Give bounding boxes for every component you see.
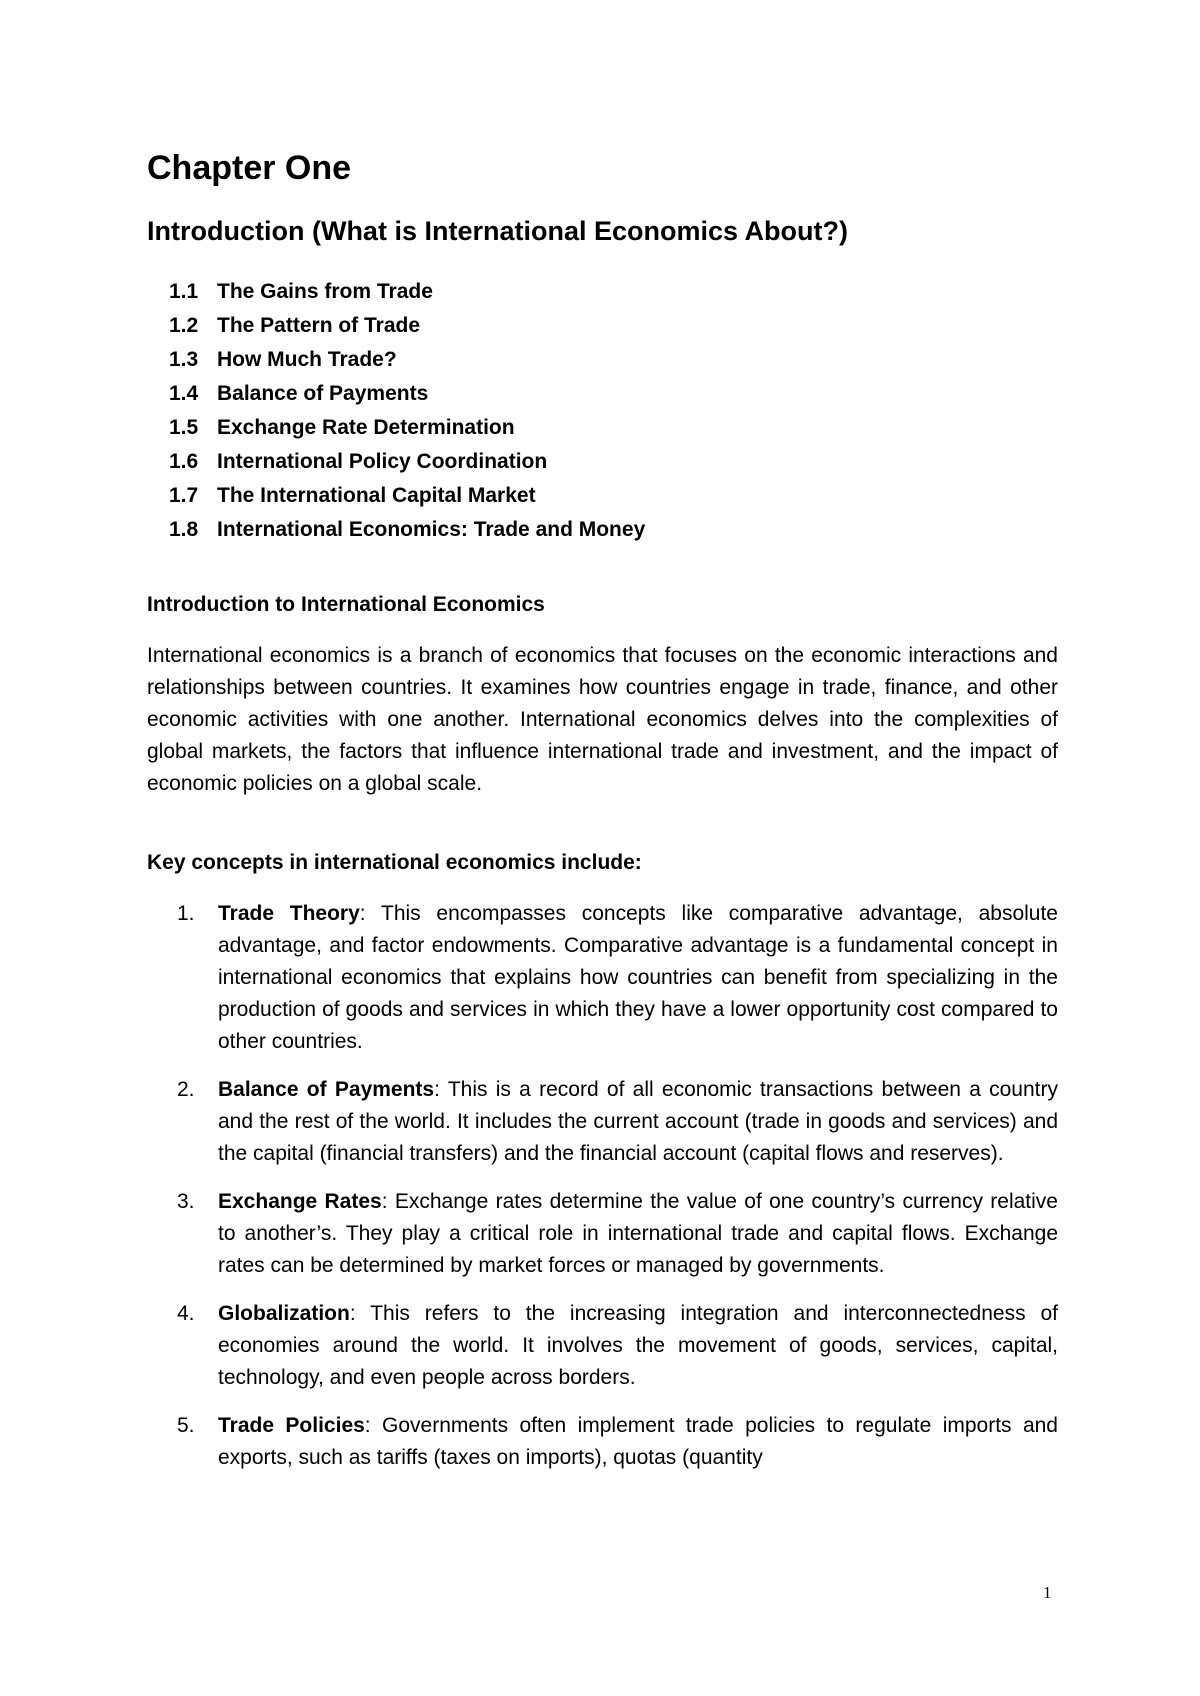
toc-title: Balance of Payments	[217, 382, 429, 405]
concept-item	[147, 1074, 1058, 1170]
concept-text: : This is a record of all economic transactions between a country and the rest of the world. It includes the current account (trade in goods and services) and the capital (financial transfers) and the financial account (capital flows and reserves).	[218, 1078, 1058, 1165]
concept-term: Globalization	[218, 1302, 350, 1325]
concept-item	[147, 898, 1058, 1058]
toc-number: 1.6	[169, 450, 199, 473]
intro-paragraph: International economics is a branch of economics that focuses on the economic interactions and relationships between countries. It examines how countries engage in trade, finance, and other economic activities with one another. International economics delves into the complexities of global markets, the factors that influence international trade and investment, and the impact of economic policies on a global scale.	[147, 644, 1058, 795]
concept-text: : This encompasses concepts like comparative advantage, absolute advantage, and factor endowments. Comparative advantage is a fundamental concept in international economics that explains how countries can benefit from specializing in the production of goods and services in which they have a lower opportunity cost compared to other countries.	[218, 902, 1058, 1053]
toc-title: International Policy Coordination	[217, 450, 548, 473]
concept-number: 3.	[177, 1190, 195, 1213]
toc-number: 1.4	[169, 382, 199, 405]
toc-title: Exchange Rate Determination	[217, 416, 515, 439]
concept-text: : Exchange rates determine the value of one country’s currency relative to another’s. They play a critical role in international trade and capital flows. Exchange rates can be determined by market forces or managed by governments.	[218, 1190, 1058, 1277]
toc-item	[169, 513, 645, 547]
toc-title: The International Capital Market	[217, 484, 536, 507]
toc-item	[169, 479, 645, 513]
concept-text: : This refers to the increasing integration and interconnectedness of economies around the world. It involves the movement of goods, services, capital, technology, and even people across borders.	[218, 1302, 1058, 1389]
concept-item	[147, 1298, 1058, 1394]
toc-item	[169, 445, 645, 479]
toc-item	[169, 343, 645, 377]
toc-number: 1.8	[169, 518, 199, 541]
concept-number: 5.	[177, 1414, 195, 1437]
page-number: 1	[1043, 1583, 1052, 1602]
concept-term: Trade Policies	[218, 1414, 365, 1437]
table-of-contents	[169, 275, 645, 547]
chapter-title: Chapter One	[147, 149, 352, 187]
toc-title: The Gains from Trade	[217, 280, 433, 303]
concept-text: : Governments often implement trade policies to regulate imports and exports, such as tariffs (taxes on imports), quotas (quantity	[218, 1414, 1058, 1469]
toc-title: International Economics: Trade and Money	[217, 518, 646, 541]
key-concepts-list	[147, 898, 1058, 1490]
concept-number: 1.	[177, 902, 195, 925]
concept-term: Balance of Payments	[218, 1078, 435, 1101]
toc-item	[169, 411, 645, 445]
toc-title: How Much Trade?	[217, 348, 397, 371]
toc-number: 1.2	[169, 314, 199, 337]
toc-number: 1.7	[169, 484, 199, 507]
key-concepts-heading: Key concepts in international economics include:	[147, 851, 642, 874]
toc-number: 1.1	[169, 280, 199, 303]
concept-term: Trade Theory	[218, 902, 360, 925]
toc-number: 1.5	[169, 416, 199, 439]
concept-item	[147, 1186, 1058, 1282]
concept-number: 2.	[177, 1078, 195, 1101]
toc-item	[169, 309, 645, 343]
concept-number: 4.	[177, 1302, 195, 1325]
toc-title: The Pattern of Trade	[217, 314, 421, 337]
chapter-subtitle: Introduction (What is International Economics About?)	[147, 216, 848, 246]
concept-item	[147, 1410, 1058, 1474]
toc-item	[169, 275, 645, 309]
toc-item	[169, 377, 645, 411]
toc-number: 1.3	[169, 348, 199, 371]
section-heading: Introduction to International Economics	[147, 593, 545, 616]
concept-term: Exchange Rates	[218, 1190, 382, 1213]
